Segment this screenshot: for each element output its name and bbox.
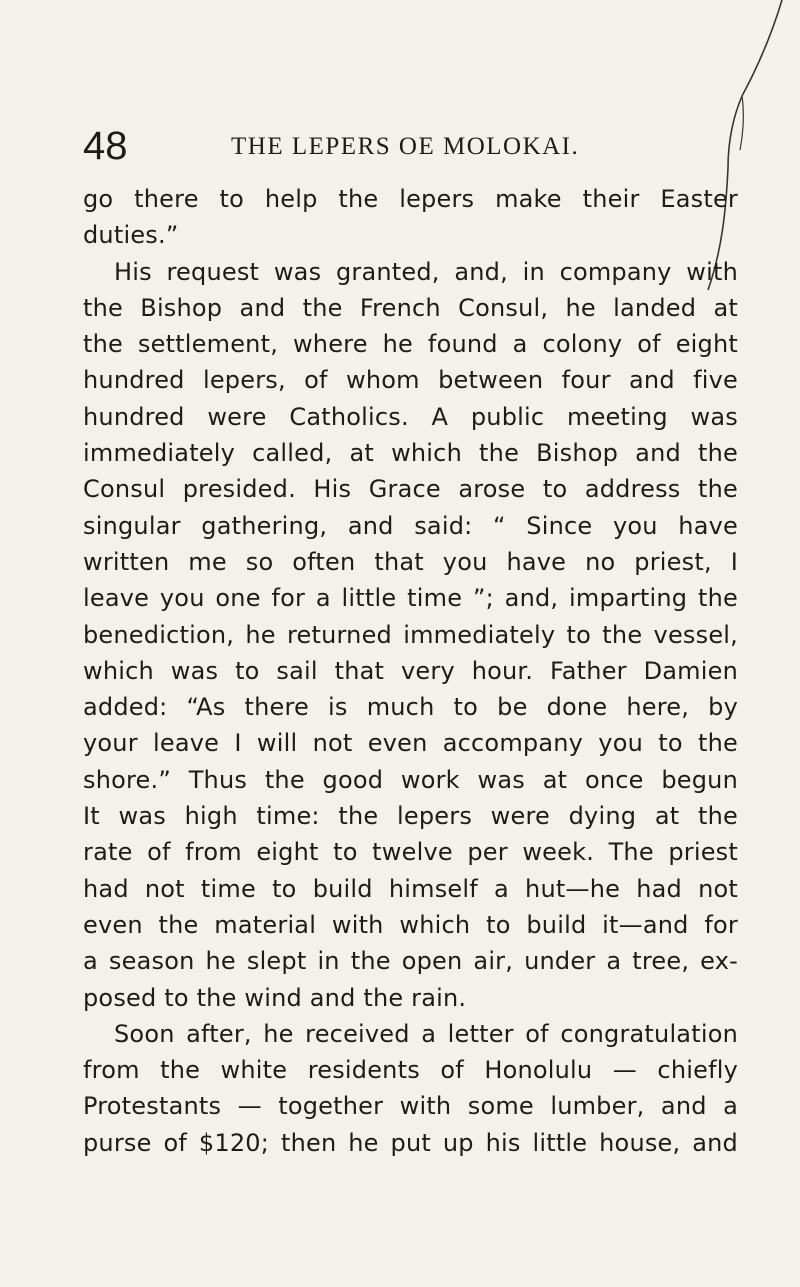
text-line: His request was granted, and, in company with	[114, 257, 738, 286]
text-line: duties.”	[83, 221, 179, 250]
page-number: 48	[83, 124, 128, 168]
text-line: purse of $120; then he put up his little house, and	[83, 1128, 738, 1157]
text-line: Soon after, he received a letter of congratulation	[114, 1019, 738, 1048]
text-line: leave you one for a little time ”; and, imparting the	[83, 584, 738, 613]
text-line: immediately called, at which the Bishop and the	[83, 439, 738, 468]
text-line: from the white residents of Honolulu — chiefly	[83, 1056, 738, 1085]
text-line: go there to help the lepers make their Easter	[83, 185, 738, 213]
text-line: added: “As there is much to be done here, by	[83, 693, 738, 722]
text-line: even the material with which to build it—and for	[83, 910, 738, 939]
text-line: benediction, he returned immediately to the vessel,	[83, 620, 738, 649]
text-line: written me so often that you have no priest, I	[83, 547, 738, 576]
text-line: the settlement, where he found a colony of eight	[83, 330, 738, 359]
page-header	[83, 124, 743, 168]
text-line: had not time to build himself a hut—he had not	[83, 874, 738, 903]
text-line: your leave I will not even accompany you to the	[83, 729, 738, 758]
text-line: shore.” Thus the good work was at once begun	[83, 765, 738, 794]
text-line: hundred were Catholics. A public meeting was	[83, 402, 738, 431]
text-line: the Bishop and the French Consul, he landed at	[83, 293, 738, 322]
body-text	[83, 181, 738, 1161]
text-line: Protestants — together with some lumber, and a	[83, 1092, 738, 1121]
text-line: a season he slept in the open air, under a tree, ex-	[83, 947, 738, 976]
text-line: Consul presided. His Grace arose to address the	[83, 475, 738, 504]
text-line: rate of from eight to twelve per week. The priest	[83, 838, 738, 867]
text-line: which was to sail that very hour. Father Damien	[83, 656, 738, 685]
running-head: THE LEPERS OE MOLOKAI.	[231, 133, 580, 160]
text-line: singular gathering, and said: “ Since you have	[83, 511, 738, 540]
text-line: hundred lepers, of whom between four and five	[83, 366, 738, 395]
text-line: posed to the wind and the rain.	[83, 983, 467, 1012]
text-line: It was high time: the lepers were dying at the	[83, 802, 738, 831]
